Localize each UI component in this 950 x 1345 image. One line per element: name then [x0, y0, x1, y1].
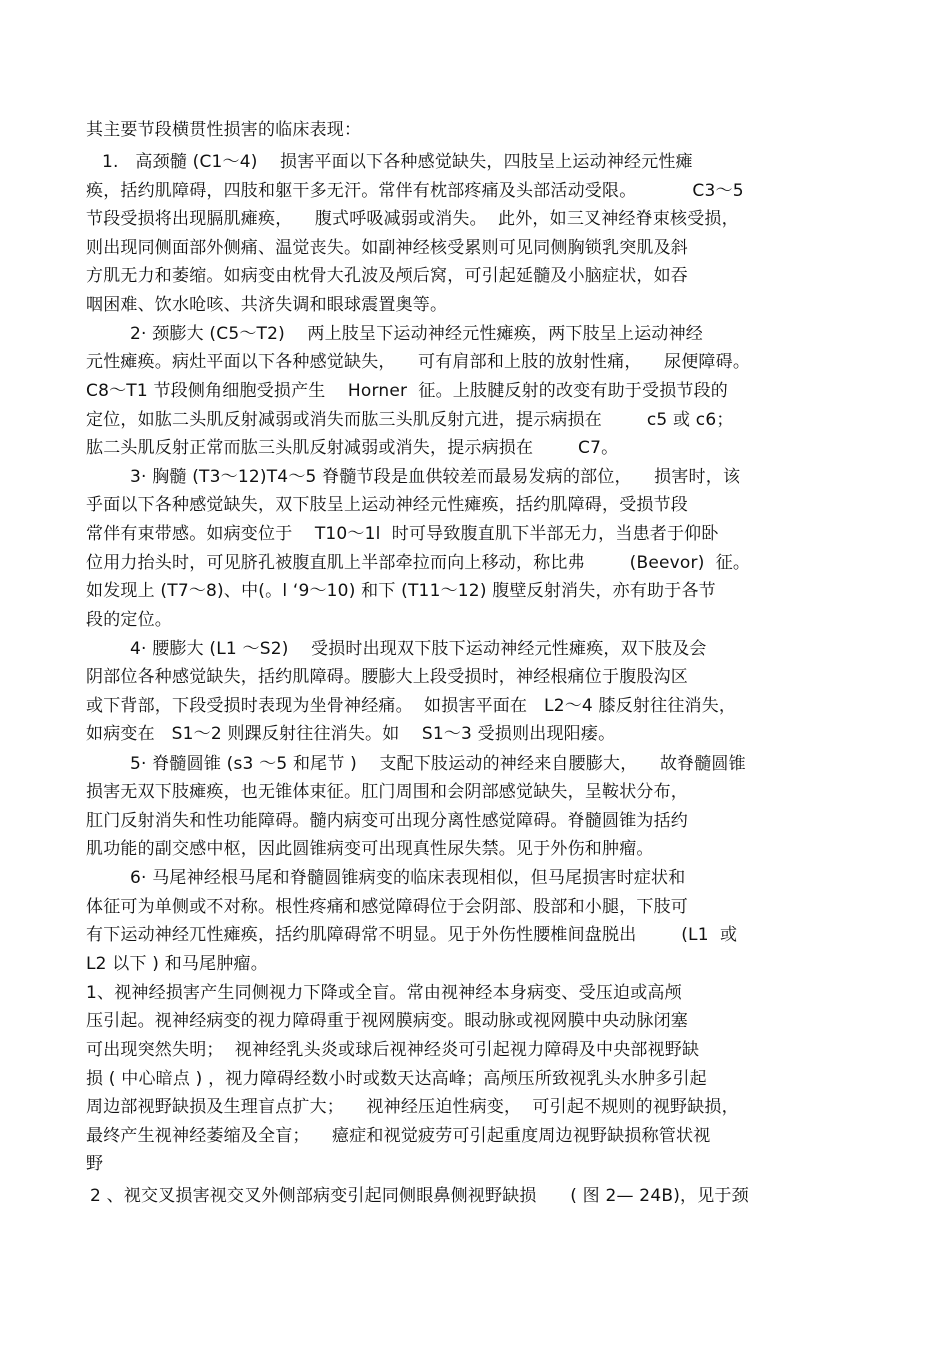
text-line: 5· 脊髓圆锥 (s3 ～5 和尾节 ) 支配下肢运动的神经来自腰膨大， 故脊髓圆锥	[130, 754, 746, 774]
text-line: 常伴有束带感。如病变位于 T10～1l 时可导致腹直肌下半部无力，当患者于仰卧	[86, 524, 719, 544]
text-line: 元性瘫痪。病灶平面以下各种感觉缺失， 可有肩部和上肢的放射性痛， 尿便障碍。	[86, 352, 751, 372]
text-line: 痪，括约肌障碍，四肢和躯干多无汗。常伴有枕部疼痛及头部活动受限。 C3～5	[86, 181, 744, 201]
text-line: 野	[86, 1154, 104, 1174]
text-line: 乎面以下各种感觉缺失，双下肢呈上运动神经元性瘫痪，括约肌障碍，受损节段	[86, 495, 688, 515]
text-line: 则出现同侧面部外侧痛、温觉丧失。如副神经核受累则可见同侧胸锁乳突肌及斜	[86, 238, 688, 258]
text-line: 4· 腰膨大 (L1 ～S2) 受损时出现双下肢下运动神经元性瘫痪，双下肢及会	[130, 639, 707, 659]
text-line: 2 、视交叉损害视交叉外侧部病变引起同侧眼鼻侧视野缺损 ( 图 2— 24B)，见于颈	[90, 1186, 749, 1206]
text-line: 压引起。视神经病变的视力障碍重于视网膜病变。眼动脉或视网膜中央动脉闭塞	[86, 1011, 688, 1031]
text-line: 有下运动神经兀性瘫痪，括约肌障碍常不明显。见于外伤性腰椎间盘脱出 (L1 或	[86, 925, 738, 945]
text-line: 1、视神经损害产生同侧视力下降或全盲。常由视神经本身病变、受压迫或高颅	[86, 983, 682, 1003]
text-line: 肌功能的副交感中枢，因此圆锥病变可出现真性尿失禁。见于外伤和肿瘤。	[86, 839, 654, 859]
text-line: 肛门反射消失和性功能障碍。髓内病变可出现分离性感觉障碍。脊髓圆锥为括约	[86, 811, 688, 831]
text-line: 位用力抬头时，可见脐孔被腹直肌上半部牵拉而向上移动，称比弗 (Beevor) 征。	[86, 553, 751, 573]
text-line: 损 ( 中心暗点 ) ，视力障碍经数小时或数天达高峰；高颅压所致视乳头水肿多引起	[86, 1069, 707, 1089]
text-line: 咽困难、饮水呛咳、共济失调和眼球震置奥等。	[86, 295, 448, 315]
text-line: C8～T1 节段侧角细胞受损产生 Horner 征。上肢腱反射的改变有助于受损节段的	[86, 381, 729, 401]
text-line: 肱二头肌反射正常而肱三头肌反射减弱或消失，提示病损在 C7。	[86, 438, 619, 458]
text-line: 节段受损将出现膈肌瘫痪， 腹式呼吸减弱或消失。 此外，如三叉神经脊束核受损，	[86, 209, 739, 229]
text-line: 如病变在 S1～2 则踝反射往往消失。如 S1～3 受损则出现阳痿。	[86, 724, 616, 744]
text-line: 如发现上 (T7～8)、中(。l ‘9～10) 和下 (T11～12) 腹壁反射消失，亦有助于各节	[86, 581, 716, 601]
text-line: 3· 胸髓 (T3～12)T4～5 脊髓节段是血供较差而最易发病的部位， 损害时，该	[130, 467, 741, 487]
text-line: 损害无双下肢瘫痪，也无锥体束征。肛门周围和会阴部感觉缺失，呈鞍状分布，	[86, 782, 688, 802]
text-line: 6· 马尾神经根马尾和脊髓圆锥病变的临床表现相似，但马尾损害时症状和	[130, 868, 686, 888]
text-line: 体征可为单侧或不对称。根性疼痛和感觉障碍位于会阴部、股部和小腿，下肢可	[86, 897, 688, 917]
text-line: 2· 颈膨大 (C5～T2) 两上肢呈下运动神经元性瘫痪，两下肢呈上运动神经	[130, 324, 703, 344]
text-line: 周边部视野缺损及生理盲点扩大； 视神经压迫性病变， 可引起不规则的视野缺损，	[86, 1097, 739, 1117]
text-line: 段的定位。	[86, 610, 172, 630]
text-line: 定位，如肱二头肌反射减弱或消失而肱三头肌反射亢进，提示病损在 c5 或 c6；	[86, 410, 734, 430]
text-line: 最终产生视神经萎缩及全盲； 癔症和视觉疲劳可引起重度周边视野缺损称管状视	[86, 1126, 711, 1146]
text-line: 或下背部，下段受损时表现为坐骨神经痛。 如损害平面在 L2～4 膝反射往往消失，	[86, 696, 737, 716]
text-line: 可出现突然失明； 视神经乳头炎或球后视神经炎可引起视力障碍及中央部视野缺	[86, 1040, 700, 1060]
text-line: 阴部位各种感觉缺失，括约肌障碍。腰膨大上段受损时，神经根痛位于腹股沟区	[86, 667, 688, 687]
text-line: 方肌无力和萎缩。如病变由枕骨大孔波及颅后窝，可引起延髓及小脑症状，如吞	[86, 266, 688, 286]
text-line: L2 以下 ) 和马尾肿瘤。	[86, 954, 268, 974]
text-line: 其主要节段横贯性损害的临床表现：	[86, 120, 362, 140]
text-line: 1. 高颈髓 (C1～4) 损害平面以下各种感觉缺失，四肢呈上运动神经元性瘫	[102, 152, 693, 172]
